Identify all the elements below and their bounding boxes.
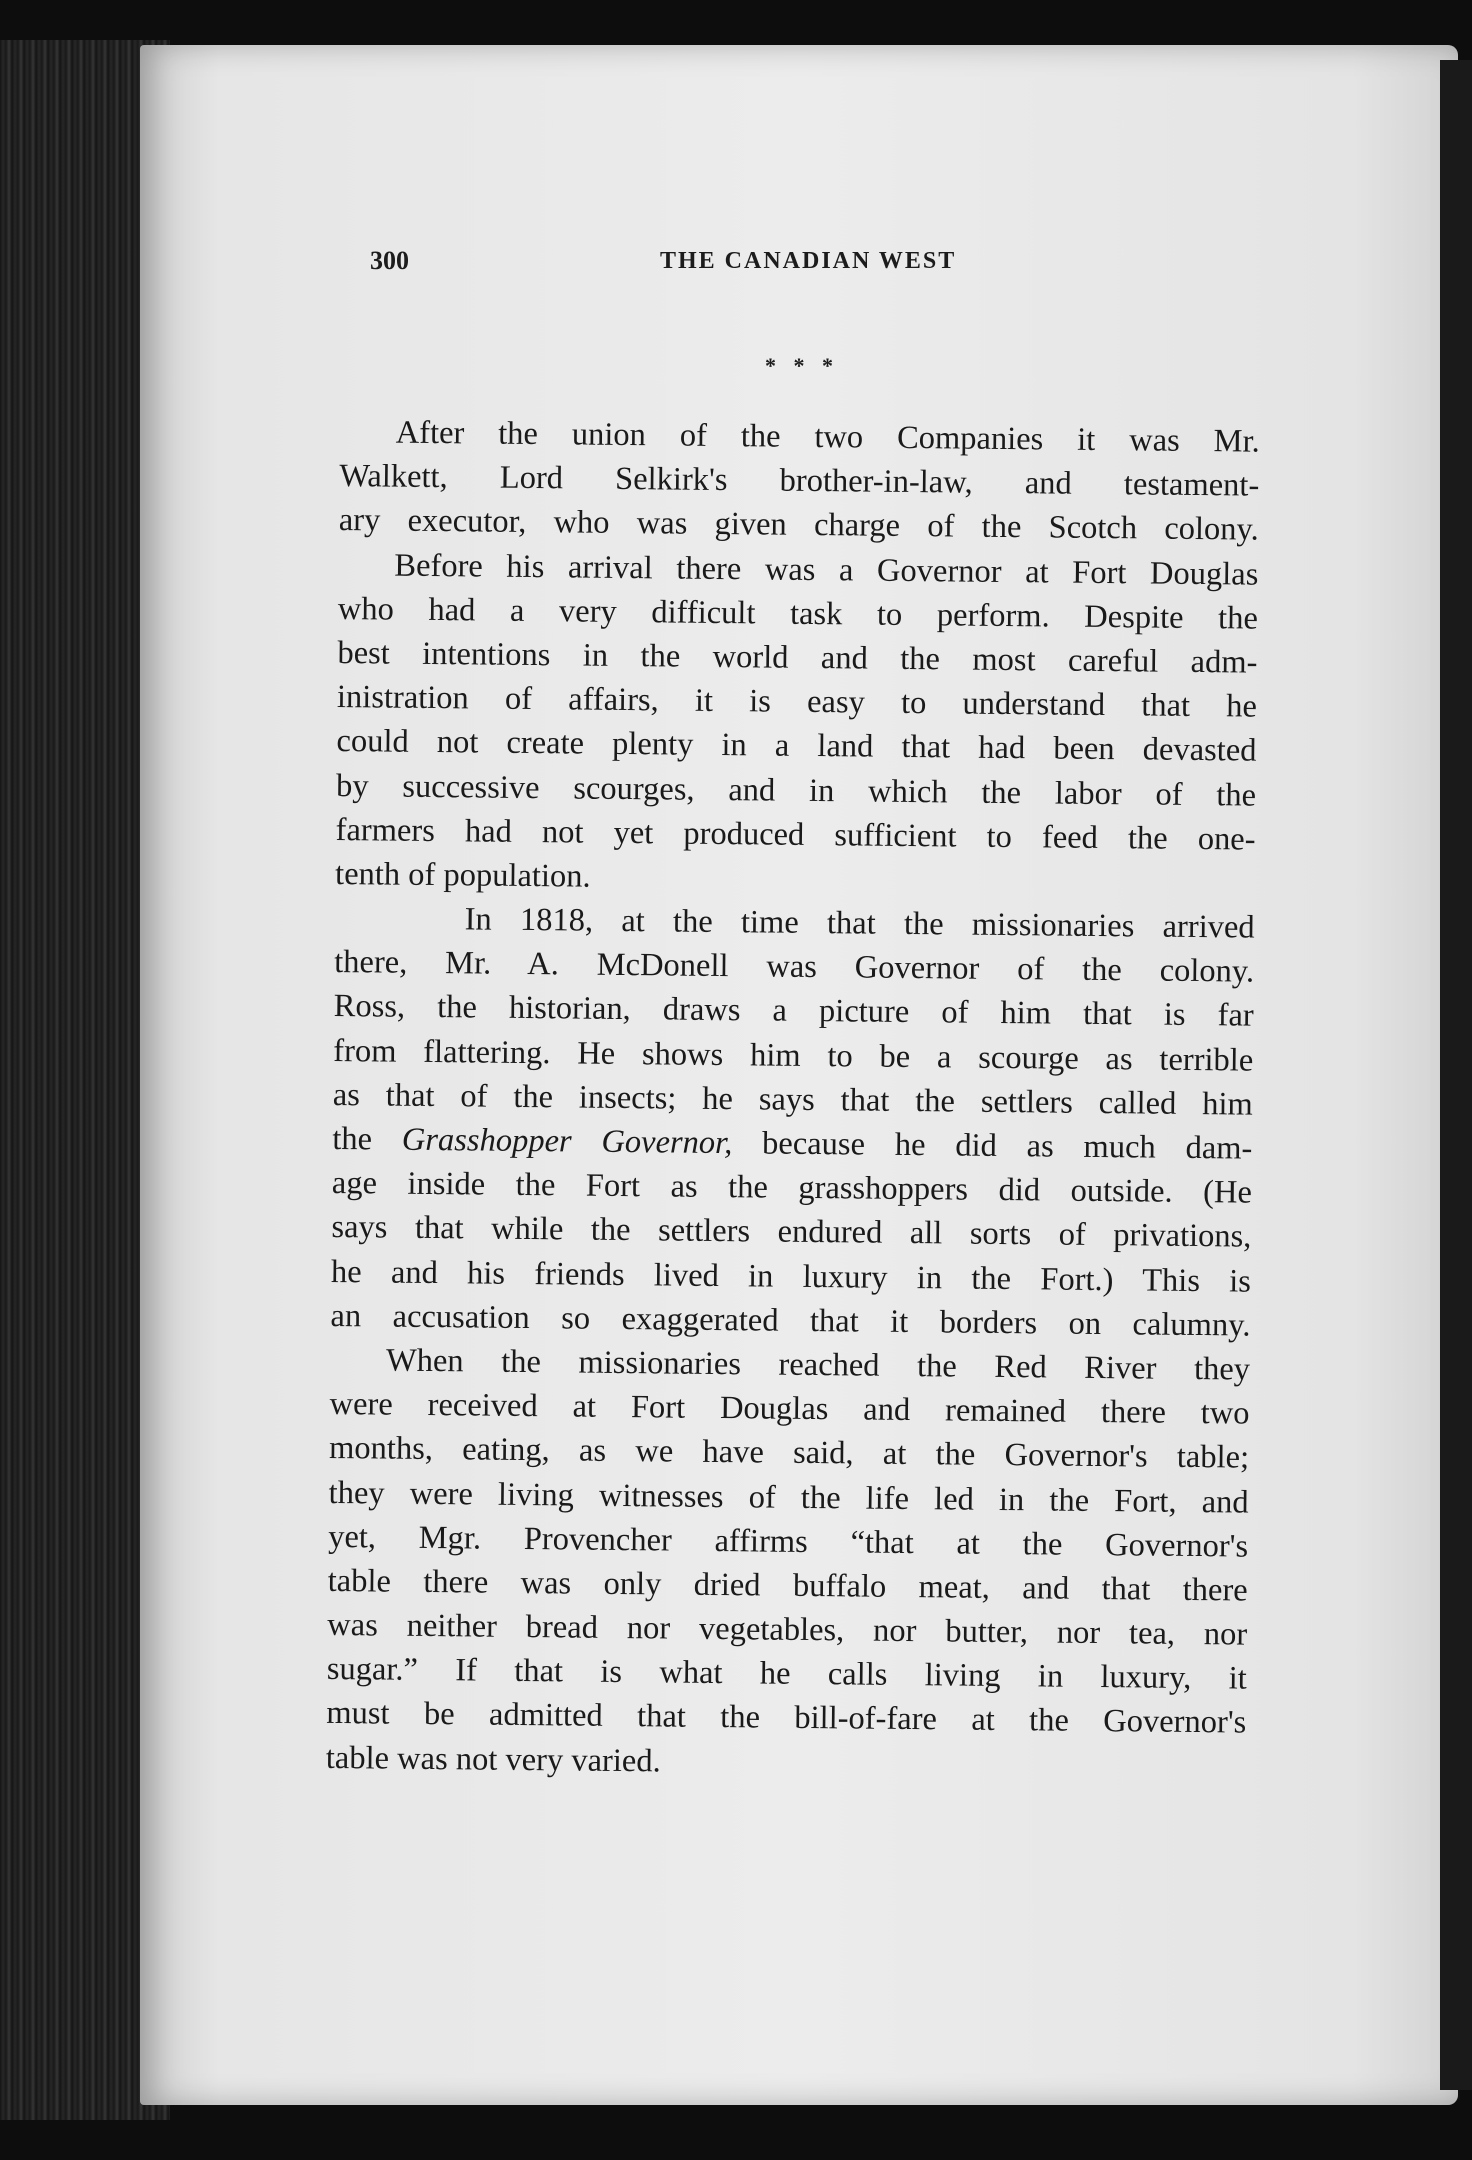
text-line: ary executor, who was given charge of the Scotch colony. xyxy=(338,502,1259,549)
text-line: there, Mr. A. McDonell was Governor of the colony. xyxy=(334,944,1255,990)
text-line: table there was only dried buffalo meat, and that there xyxy=(327,1562,1248,1609)
text-line: inistration of affairs, it is easy to understand that he xyxy=(336,679,1258,725)
text-line: table was not very varied. xyxy=(325,1739,661,1780)
text-line: tenth of population. xyxy=(334,855,591,895)
text-line: age inside the Fort as the grasshoppers did outside. (He xyxy=(331,1165,1253,1211)
text-line: Walkett, Lord Selkirk's brother-in-law, and testament- xyxy=(339,458,1260,504)
facing-page-edge xyxy=(1440,60,1472,2090)
text-line: must be admitted that the bill-of-fare at the Governor's xyxy=(326,1695,1247,1741)
text-line: months, eating, as we have said, at the Governor's table; xyxy=(328,1430,1250,1476)
text-line: was neither bread nor vegetables, nor butter, nor tea, nor xyxy=(327,1606,1248,1653)
text-line: who had a very difficult task to perform. Despite the xyxy=(337,590,1259,637)
page-number: 300 xyxy=(370,246,409,275)
text-line: by successive scourges, and in which the labor of the xyxy=(335,767,1257,814)
text-line: best intentions in the world and the most careful adm- xyxy=(337,634,1258,681)
text-line: says that while the settlers endured all sorts of privations, xyxy=(331,1209,1252,1255)
text-line: he and his friends lived in luxury in the Fort.) This is xyxy=(330,1253,1252,1300)
text-line: an accusation so exaggerated that it borders on calumny. xyxy=(330,1297,1251,1344)
text-line: could not create plenty in a land that had been devasted xyxy=(336,723,1257,769)
text-line: In 1818, at the time that the missionaries arrived xyxy=(464,901,1255,946)
text-line: When the missionaries reached the Red River they xyxy=(385,1342,1251,1388)
body-text xyxy=(326,410,1260,1789)
text-fragment: the xyxy=(332,1120,403,1158)
running-header xyxy=(370,246,980,286)
running-title: THE CANADIAN WEST xyxy=(660,248,957,274)
text-line: Before his arrival there was a Governor at Fort Douglas xyxy=(394,547,1259,593)
text-fragment: because he did as much dam- xyxy=(732,1125,1253,1167)
text-line: they were living witnesses of the life led in the Fort, and xyxy=(328,1474,1249,1521)
text-line: sugar.” If that is what he calls living in luxury, it xyxy=(326,1651,1247,1697)
text-line: farmers had not yet produced sufficient to feed the one- xyxy=(335,811,1256,858)
text-line: Ross, the historian, draws a picture of him that is far xyxy=(333,988,1254,1035)
text-line: as that of the insects; he says that the settlers called him xyxy=(332,1076,1253,1123)
text-line: After the union of the two Companies it was Mr. xyxy=(395,414,1260,460)
italic-phrase: Grasshopper Governor, xyxy=(401,1121,733,1162)
text-line: from flattering. He shows him to be a scourge as terrible xyxy=(333,1032,1254,1079)
text-line: yet, Mgr. Provencher affirms “that at the Governor's xyxy=(328,1518,1249,1565)
text-line: were received at Fort Douglas and remained there two xyxy=(329,1386,1250,1432)
section-ornament: * * * xyxy=(765,353,839,378)
